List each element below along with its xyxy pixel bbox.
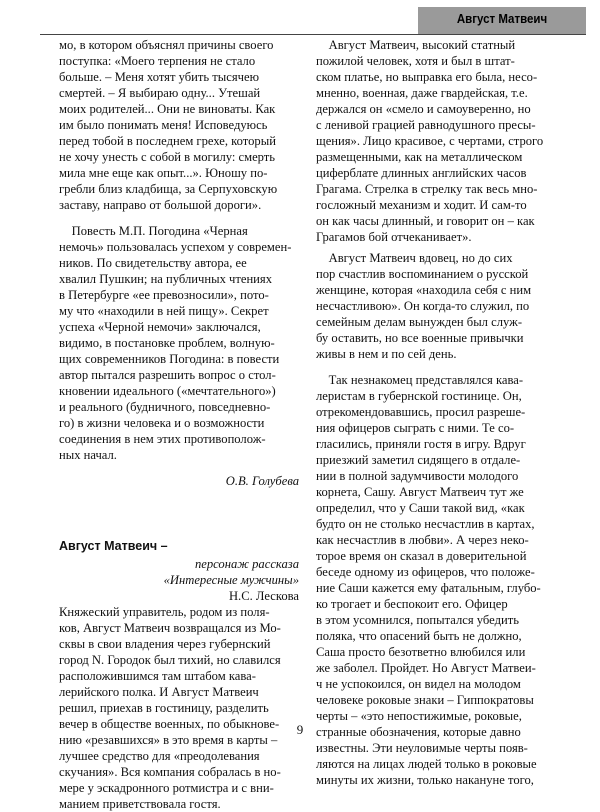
header-rule bbox=[40, 34, 586, 35]
left-column-line: нию «резавшихся» в это время в карты – bbox=[59, 733, 278, 747]
left-column-line: Княжеский управитель, родом из поля- bbox=[59, 605, 270, 619]
left-column-line: больше. – Меня хотят убить тысячею bbox=[59, 70, 259, 84]
left-column-line: решил, приехав в гостиницу, разделить bbox=[59, 701, 269, 715]
left-column-line: персонаж рассказа bbox=[194, 557, 299, 571]
right-column-line: леристам в губернской гостинице. Он, bbox=[316, 389, 522, 403]
right-column-line: будто он не столько несчастлив в картах, bbox=[316, 517, 535, 531]
left-column-line: расположившимся там штабом кава- bbox=[59, 669, 256, 683]
left-column-line: моих родителей... Они не виноваты. Как bbox=[59, 102, 276, 116]
right-column-line: бу оставить, но все военные привычки bbox=[316, 331, 524, 345]
left-column-line: Август Матвеич – bbox=[59, 539, 168, 553]
left-column-line: лучшее средство для «преодолевания bbox=[59, 749, 260, 763]
right-column-line: несчастливою». Он когда-то служил, по bbox=[316, 299, 530, 313]
right-column-line: корнета, Сашу. Август Матвеич тут же bbox=[316, 485, 524, 499]
left-column-line: скучания». Вся компания собралась в но- bbox=[59, 765, 281, 779]
left-column-line: поступка: «Моего терпения не стало bbox=[59, 54, 256, 68]
left-column-line: манием приветствовала гостя. bbox=[59, 797, 221, 811]
running-header bbox=[418, 7, 586, 35]
right-column-line: размещенными, как на металлическом bbox=[316, 150, 523, 164]
left-column-line: и реального (будничного, повседневно- bbox=[59, 400, 271, 414]
right-column-line: ко трогает и беспокоит его. Офицер bbox=[316, 597, 508, 611]
right-column-line: ском платье, но выправка его была, несо- bbox=[316, 70, 538, 84]
left-column-line: город N. Городок был тихий, но славился bbox=[59, 653, 281, 667]
left-column-line: го) в жизни человека и о возможности bbox=[59, 416, 265, 430]
left-column-line: смертей. – Я выбираю одну... Утешай bbox=[59, 86, 261, 100]
right-column-line: мненно, военная, даже гвардейская, т.е. bbox=[316, 86, 528, 100]
left-column-line: «Интересные мужчины» bbox=[163, 573, 299, 587]
right-column-line: определил, что у Саши такой вид, «как bbox=[316, 501, 525, 515]
right-column-line: ния офицеров сыграть с ними. Те со- bbox=[316, 421, 515, 435]
right-column-line: нии в полной задумчивости молодого bbox=[316, 469, 519, 483]
right-column-line: человеке роковые знаки – Гиппократовы bbox=[316, 693, 534, 707]
left-column-line: им было понимать меня! Исповедуюсь bbox=[59, 118, 268, 132]
right-column-line: с ленивой грацией равнодушного пресы- bbox=[316, 118, 536, 132]
right-column-line: циферблате длинных английских часов bbox=[316, 166, 527, 180]
right-column-line: ч не успокоился, он видел на молодом bbox=[316, 677, 521, 691]
right-column-line: известны. Эти неуловимые черты появ- bbox=[316, 741, 528, 755]
right-column-line: семейным делам вынужден был служ- bbox=[316, 315, 523, 329]
right-column-line: отрекомендовавшись, просил разреше- bbox=[316, 405, 526, 419]
right-column-line: Август Матвеич, высокий статный bbox=[316, 38, 516, 52]
left-column-line: хвалил Пушкин; на публичных чтениях bbox=[59, 272, 273, 286]
left-column-line: лерийского полка. И Август Матвеич bbox=[59, 685, 259, 699]
right-column-line: поляка, что опасений быть не должно, bbox=[316, 629, 522, 643]
right-column-line: Так незнакомец представлялся кава- bbox=[316, 373, 524, 387]
right-column-line: в этом усомнился, попытался убедить bbox=[316, 613, 519, 627]
right-column-line: он как часы длинный, и говорит он – как bbox=[316, 214, 535, 228]
right-column-line: же заболел. Пройдет. Но Август Матвеи- bbox=[316, 661, 536, 675]
right-column-line: Грагамов бой отчеканивает». bbox=[316, 230, 472, 244]
right-column-line: Саша просто безответно влюбился или bbox=[316, 645, 526, 659]
right-column-line: Грагама. Стрелка в стрелку так весь мно- bbox=[316, 182, 538, 196]
right-column-line: живы в нем и по сей день. bbox=[316, 347, 457, 361]
right-column-line: женщине, которая «находила себя с ним bbox=[316, 283, 532, 297]
left-column-line: заставу, направо от большой дороги». bbox=[59, 198, 262, 212]
right-column-line: пор счастлив воспоминанием о русской bbox=[316, 267, 529, 281]
left-column-line: сквы в свои владения через губернский bbox=[59, 637, 271, 651]
right-column-line: ляются на лицах людей только в роковые bbox=[316, 757, 537, 771]
left-column-line: перед тобой в последнем грехе, который bbox=[59, 134, 276, 148]
right-column-line: ние Саши кажется ему фатальным, глубо- bbox=[316, 581, 541, 595]
right-column-line: пожилой человек, хотя и был в штат- bbox=[316, 54, 515, 68]
right-column-line: Август Матвеич вдовец, но до сих bbox=[316, 251, 513, 265]
left-column-line: кновении идеального («мечтательного») bbox=[59, 384, 276, 398]
left-column-line: соединения в нем этих противополож- bbox=[59, 432, 266, 446]
running-header-title: Август Матвеич bbox=[456, 12, 548, 26]
page-number: 9 bbox=[296, 722, 304, 737]
right-column-line: торое время он сказал в доверительной bbox=[316, 549, 527, 563]
right-column-line: черты – «это непостижимые, роковые, bbox=[316, 709, 522, 723]
left-column-line: автор пытался разрешить вопрос о стол- bbox=[59, 368, 276, 382]
left-column-line: немочь» пользовалась успехом у современ- bbox=[59, 240, 292, 254]
right-column-line: беседе одному из офицеров, что положе- bbox=[316, 565, 535, 579]
right-column-line: минуты их жизни, только накануне того, bbox=[316, 773, 534, 787]
right-column-line: гласились, приняли гостя в игру. Вдруг bbox=[316, 437, 526, 451]
right-column-line: приезжий заметил сидящего в отдале- bbox=[316, 453, 521, 467]
left-column-line: му что «находили в ней пищу». Секрет bbox=[59, 304, 269, 318]
left-column-line: Н.С. Лескова bbox=[228, 589, 299, 603]
right-column-line: как несчастлив в любви». А через неко- bbox=[316, 533, 529, 547]
right-column-line: госложный механизм и ходит. И сам-то bbox=[316, 198, 527, 212]
right-column-line: щения». Лицо красивое, с чертами, строго bbox=[316, 134, 544, 148]
left-column-line: не хочу унесть с собой в могилу: смерть bbox=[59, 150, 276, 164]
left-column-line: щих современников Погодина: в повести bbox=[59, 352, 280, 366]
left-column-line: гребли близ кладбища, за Серпуховскую bbox=[59, 182, 278, 196]
left-column-line: видимо, в постановке проблем, волную- bbox=[59, 336, 275, 350]
left-column-line: ников. По свидетельству автора, ее bbox=[59, 256, 247, 270]
right-column-line: держался он «смело и самоуверенно, но bbox=[316, 102, 531, 116]
left-column-line: ных начал. bbox=[59, 448, 117, 462]
left-column-line: успеха «Черной немочи» заключался, bbox=[59, 320, 261, 334]
left-column-line: мила мне еще как опыт...». Юношу по- bbox=[59, 166, 268, 180]
left-column-line: Повесть М.П. Погодина «Черная bbox=[59, 224, 248, 238]
left-column-line: ков, Август Матвеич возвращался из Мо- bbox=[59, 621, 281, 635]
right-column-line: странные обозначения, которые давно bbox=[316, 725, 521, 739]
left-column-line: мо, в котором объяснял причины своего bbox=[59, 38, 274, 52]
left-column-line: вечер в обществе военных, по обыкнове- bbox=[59, 717, 280, 731]
left-column-line: мере у эскадронного ротмистра и с вни- bbox=[59, 781, 274, 795]
left-column-line: О.В. Голубева bbox=[225, 474, 299, 488]
left-column-line: в Петербурге «ее превозносили», пото- bbox=[59, 288, 269, 302]
